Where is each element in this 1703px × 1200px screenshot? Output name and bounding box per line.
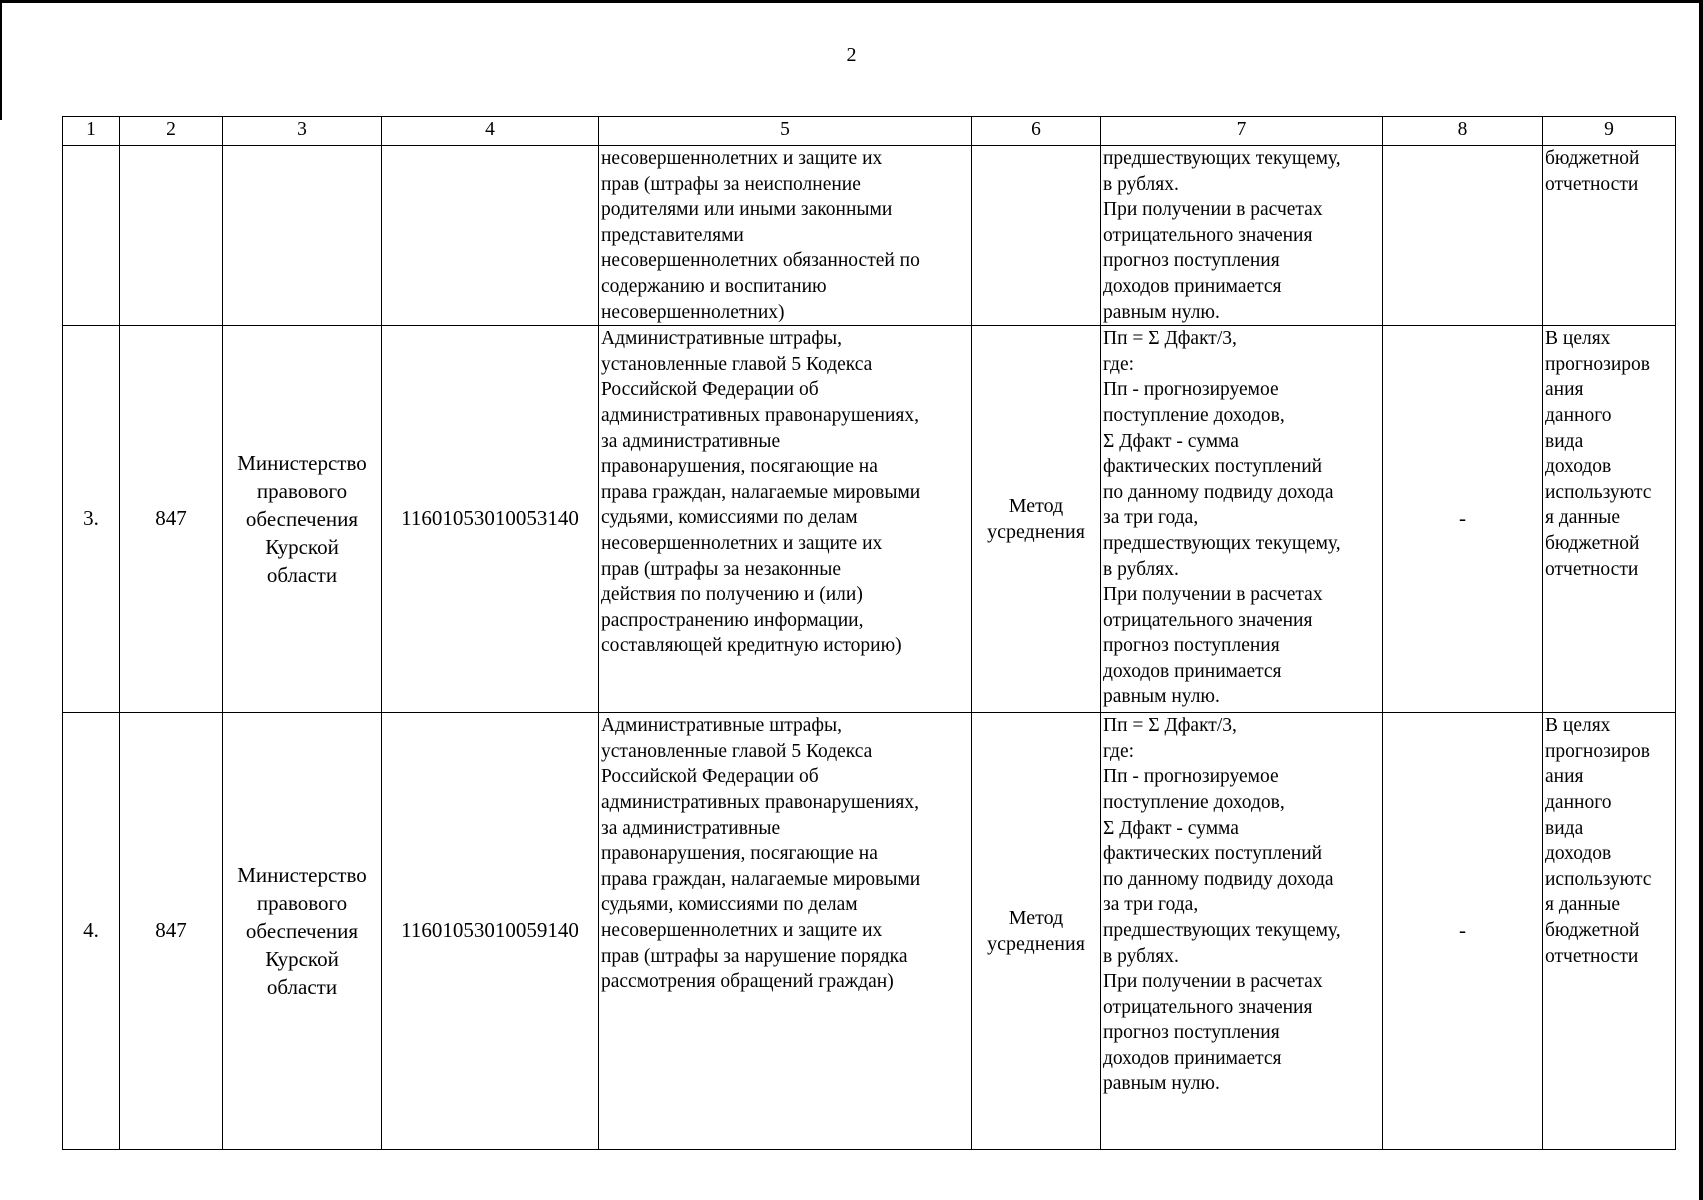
budget-classification-code-cell: 11601053010059140	[382, 713, 599, 1150]
column-number-row	[63, 117, 1676, 146]
budget-classification-code-cell: 11601053010053140	[382, 326, 599, 713]
algorithm-cell: -	[1383, 326, 1543, 713]
row-number-cell	[63, 146, 120, 326]
revenue-forecast-table	[62, 116, 1676, 1150]
revenue-description-cell: несовершеннолетних и защите их прав (штрафы за неисполнение родителями или иными законными представителями несовершеннолетних обязанностей по содержанию и воспитанию несовершеннолетних)	[599, 146, 972, 326]
column-header-5: 5	[599, 117, 972, 146]
column-header-9: 9	[1543, 117, 1676, 146]
source-data-cell: бюджетной отчетности	[1543, 146, 1676, 326]
algorithm-cell	[1383, 146, 1543, 326]
column-header-6: 6	[972, 117, 1101, 146]
source-data-cell: В целях прогнозиров ания данного вида доходов используютс я данные бюджетной отчетности	[1543, 713, 1676, 1150]
administrator-name-cell	[223, 146, 382, 326]
budget-classification-code-cell	[382, 146, 599, 326]
column-header-7: 7	[1101, 117, 1383, 146]
table-row	[63, 326, 1676, 713]
column-header-4: 4	[382, 117, 599, 146]
admin-code-cell	[120, 146, 223, 326]
formula-cell: предшествующих текущему, в рублях. При получении в расчетах отрицательного значения прогноз поступления доходов принимается равным нулю.	[1101, 146, 1383, 326]
row-number-cell: 3.	[63, 326, 120, 713]
column-header-2: 2	[120, 117, 223, 146]
source-data-cell: В целях прогнозиров ания данного вида доходов используютс я данные бюджетной отчетности	[1543, 326, 1676, 713]
formula-cell: Пп = Σ Дфакт/3, где: Пп - прогнозируемое поступление доходов, Σ Дфакт - сумма фактических поступлений по данному подвиду дохода за три года, предшествующих текущему, в рублях. При получении в расчетах отрицательного значения прогноз поступления доходов принимается равным нулю.	[1101, 713, 1383, 1150]
table-row	[63, 713, 1676, 1150]
revenue-description-cell: Административные штрафы, установленные главой 5 Кодекса Российской Федерации об административных правонарушениях, за административные правонарушения, посягающие на права граждан, налагаемые мировыми судьями, комиссиями по делам несовершеннолетних и защите их прав (штрафы за нарушение порядка рассмотрения обращений граждан)	[599, 713, 972, 1150]
administrator-name-cell: Министерство правового обеспечения Курской области	[223, 713, 382, 1150]
method-cell	[972, 146, 1101, 326]
admin-code-cell: 847	[120, 326, 223, 713]
scan-edge-right	[1699, 0, 1703, 1200]
admin-code-cell: 847	[120, 713, 223, 1150]
algorithm-cell: -	[1383, 713, 1543, 1150]
page-number: 2	[846, 44, 857, 66]
scan-edge-top	[0, 0, 1703, 3]
administrator-name-cell: Министерство правового обеспечения Курской области	[223, 326, 382, 713]
method-cell: Метод усреднения	[972, 713, 1101, 1150]
column-header-3: 3	[223, 117, 382, 146]
row-number-cell: 4.	[63, 713, 120, 1150]
revenue-description-cell: Административные штрафы, установленные главой 5 Кодекса Российской Федерации об административных правонарушениях, за административные правонарушения, посягающие на права граждан, налагаемые мировыми судьями, комиссиями по делам несовершеннолетних и защите их прав (штрафы за незаконные действия по получению и (или) распространению информации, составляющей кредитную историю)	[599, 326, 972, 713]
column-header-1: 1	[63, 117, 120, 146]
column-header-8: 8	[1383, 117, 1543, 146]
formula-cell: Пп = Σ Дфакт/3, где: Пп - прогнозируемое поступление доходов, Σ Дфакт - сумма фактических поступлений по данному подвиду дохода за три года, предшествующих текущему, в рублях. При получении в расчетах отрицательного значения прогноз поступления доходов принимается равным нулю.	[1101, 326, 1383, 713]
table-row	[63, 146, 1676, 326]
method-cell: Метод усреднения	[972, 326, 1101, 713]
